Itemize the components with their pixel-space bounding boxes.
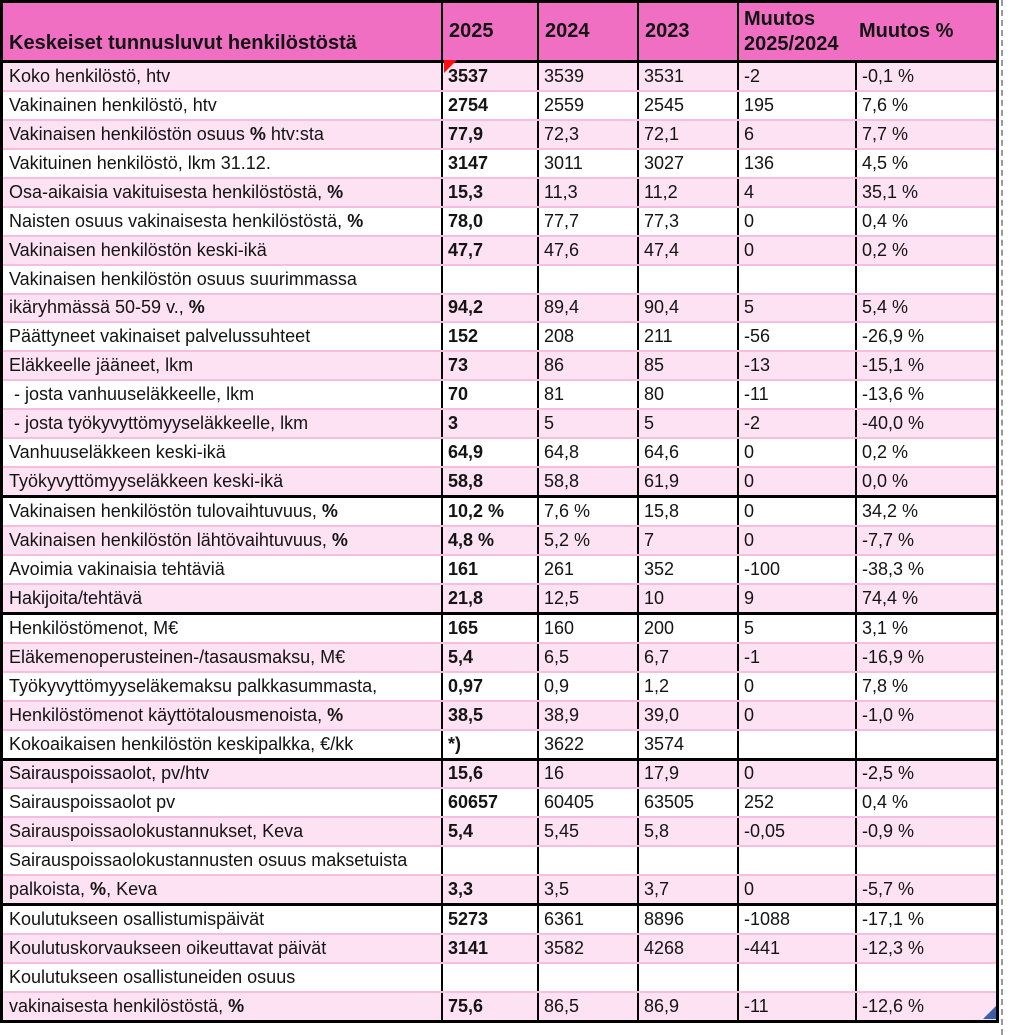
column-header-muutos-line1: Muutos: [744, 7, 816, 30]
value-cell-muutos-pct[interactable]: -26,9 %: [855, 323, 996, 350]
column-header-2024[interactable]: 2024: [537, 3, 637, 60]
table-row: [3, 903, 996, 933]
value-cell-muutos-pct[interactable]: 34,2 %: [855, 498, 996, 525]
row-label-cell[interactable]: Koko henkilöstö, htv: [9, 65, 171, 86]
value-cell-muutos[interactable]: [737, 266, 855, 293]
value-cell-2023[interactable]: 7: [637, 527, 737, 554]
value-cell-2023[interactable]: 211: [637, 323, 737, 350]
value-cell-2025[interactable]: 2754: [441, 92, 537, 119]
row-label-cell[interactable]: Naisten osuus vakinaisesta henkilöstöstä, %: [9, 210, 364, 231]
value-cell-2025[interactable]: 58,8: [441, 468, 537, 495]
value-cell-muutos-pct[interactable]: -12,6 %: [855, 993, 996, 1020]
value-cell-2024[interactable]: 160: [537, 615, 637, 642]
table-row: [3, 321, 996, 350]
value-cell-2024[interactable]: 72,3: [537, 121, 637, 148]
table-row: [3, 119, 996, 148]
value-cell-muutos-pct[interactable]: 0,0 %: [855, 468, 996, 495]
value-cell-muutos-pct[interactable]: -38,3 %: [855, 556, 996, 583]
value-cell-2023[interactable]: 17,9: [637, 761, 737, 788]
value-cell-muutos[interactable]: 0: [737, 673, 855, 700]
value-cell-2025[interactable]: [441, 964, 537, 991]
table-row: [3, 350, 996, 379]
value-cell-2025[interactable]: 70: [441, 381, 537, 408]
column-header-2023[interactable]: 2023: [637, 3, 737, 60]
row-label-cell[interactable]: Päättyneet vakinaiset palvelussuhteet: [9, 326, 311, 347]
value-cell-muutos-pct[interactable]: 0,4 %: [855, 208, 996, 235]
value-cell-2025[interactable]: [441, 266, 537, 293]
page-break-dashed-line: [1001, 0, 1003, 1035]
value-cell-muutos[interactable]: -11: [737, 381, 855, 408]
table-row: [3, 206, 996, 235]
value-cell-2024[interactable]: 47,6: [537, 237, 637, 264]
value-cell-2025[interactable]: 3,3: [441, 876, 537, 903]
value-cell-2025[interactable]: 161: [441, 556, 537, 583]
value-cell-muutos[interactable]: 0: [737, 439, 855, 466]
row-label-cell[interactable]: Sairauspoissaolot pv: [9, 792, 176, 813]
table-row: [3, 845, 996, 874]
value-cell-2023[interactable]: 63505: [637, 789, 737, 816]
row-label-cell[interactable]: Koulutuskorvaukseen oikeuttavat päivät: [9, 938, 327, 959]
value-cell-2025[interactable]: 47,7: [441, 237, 537, 264]
value-cell-2025[interactable]: 64,9: [441, 439, 537, 466]
value-cell-2023[interactable]: 39,0: [637, 702, 737, 729]
table-row: [3, 60, 996, 90]
row-label-cell[interactable]: Vakinainen henkilöstö, htv: [9, 94, 217, 115]
value-cell-muutos-pct[interactable]: 0,2 %: [855, 237, 996, 264]
value-cell-2023[interactable]: 85: [637, 352, 737, 379]
value-cell-2023[interactable]: 3,7: [637, 876, 737, 903]
value-cell-muutos-pct[interactable]: 35,1 %: [855, 179, 996, 206]
value-cell-muutos[interactable]: -100: [737, 556, 855, 583]
value-cell-muutos[interactable]: -0,05: [737, 818, 855, 845]
value-cell-2023[interactable]: 86,9: [637, 993, 737, 1020]
value-cell-muutos[interactable]: 6: [737, 121, 855, 148]
value-cell-2025[interactable]: 5,4: [441, 818, 537, 845]
value-cell-2024[interactable]: 89,4: [537, 295, 637, 322]
row-label-cell[interactable]: Vakinaisen henkilöstön keski-ikä: [9, 239, 267, 260]
row-label-cell[interactable]: - josta työkyvyttömyyseläkkeelle, lkm: [9, 413, 309, 434]
value-cell-2024[interactable]: 3539: [537, 63, 637, 90]
value-cell-muutos-pct[interactable]: -16,9 %: [855, 644, 996, 671]
table-row: [3, 758, 996, 788]
value-cell-2023[interactable]: [637, 266, 737, 293]
table-row: [3, 525, 996, 554]
column-header-muutos[interactable]: [737, 3, 855, 60]
value-cell-2025[interactable]: *): [441, 731, 537, 758]
value-cell-muutos[interactable]: -1088: [737, 906, 855, 933]
row-label-cell[interactable]: Kokoaikaisen henkilöstön keskipalkka, €/kk: [9, 733, 354, 754]
row-label-cell[interactable]: Eläkemenoperusteinen-/tasausmaksu, M€: [9, 646, 346, 667]
row-label-cell[interactable]: Hakijoita/tehtävä: [9, 587, 143, 608]
cell-comment-marker-icon: [444, 60, 457, 73]
column-header-2025[interactable]: 2025: [441, 3, 537, 60]
row-label-cell[interactable]: Sairauspoissaolokustannukset, Keva: [9, 821, 304, 842]
table-row: [3, 148, 996, 177]
row-label-cell[interactable]: - josta vanhuuseläkkeelle, lkm: [9, 384, 255, 405]
value-cell-2025[interactable]: 10,2 %: [441, 498, 537, 525]
row-label-cell[interactable]: Vakituinen henkilöstö, lkm 31.12.: [9, 152, 271, 173]
table-row: [3, 177, 996, 206]
table-body: [3, 60, 996, 1020]
value-cell-2023[interactable]: [637, 847, 737, 874]
value-cell-2024[interactable]: 12,5: [537, 585, 637, 612]
value-cell-2024[interactable]: 3582: [537, 935, 637, 962]
value-cell-muutos-pct[interactable]: 74,4 %: [855, 585, 996, 612]
value-cell-2025[interactable]: 3537: [441, 63, 537, 90]
value-cell-muutos[interactable]: 0: [737, 498, 855, 525]
table-row: [3, 700, 996, 729]
row-label-cell[interactable]: Sairauspoissaolot, pv/htv: [9, 763, 210, 784]
value-cell-muutos[interactable]: 5: [737, 615, 855, 642]
value-cell-2023[interactable]: 61,9: [637, 468, 737, 495]
value-cell-2024[interactable]: 11,3: [537, 179, 637, 206]
value-cell-2023[interactable]: 5: [637, 410, 737, 437]
value-cell-2023[interactable]: 80: [637, 381, 737, 408]
value-cell-2024[interactable]: 77,7: [537, 208, 637, 235]
table-row: [3, 933, 996, 962]
row-label-cell[interactable]: Työkyvyttömyyseläkkeen keski-ikä: [9, 471, 284, 492]
value-cell-2023[interactable]: 72,1: [637, 121, 737, 148]
table-row: [3, 816, 996, 845]
value-cell-2025[interactable]: 4,8 %: [441, 527, 537, 554]
value-cell-muutos[interactable]: 0: [737, 208, 855, 235]
value-cell-muutos[interactable]: -1: [737, 644, 855, 671]
value-cell-2025[interactable]: 38,5: [441, 702, 537, 729]
value-cell-2025[interactable]: 75,6: [441, 993, 537, 1020]
value-cell-muutos-pct[interactable]: 3,1 %: [855, 615, 996, 642]
row-label-cell[interactable]: Vakinaisen henkilöstön osuus suurimmassa: [9, 268, 357, 289]
table-row: [3, 495, 996, 525]
value-cell-muutos-pct[interactable]: 7,8 %: [855, 673, 996, 700]
value-cell-2024[interactable]: 208: [537, 323, 637, 350]
value-cell-muutos-pct[interactable]: 0,2 %: [855, 439, 996, 466]
value-cell-2023[interactable]: 47,4: [637, 237, 737, 264]
value-cell-muutos-pct[interactable]: -2,5 %: [855, 761, 996, 788]
value-cell-2023[interactable]: 3574: [637, 731, 737, 758]
table-row: [3, 408, 996, 437]
value-cell-2025[interactable]: 3141: [441, 935, 537, 962]
row-label-cell[interactable]: Vakinaisen henkilöstön lähtövaihtuvuus, %: [9, 529, 348, 550]
value-cell-2023[interactable]: 90,4: [637, 295, 737, 322]
row-label-cell[interactable]: Avoimia vakinaisia tehtäviä: [9, 558, 225, 579]
value-cell-muutos[interactable]: -2: [737, 63, 855, 90]
value-cell-2024[interactable]: 16: [537, 761, 637, 788]
value-cell-muutos[interactable]: 0: [737, 468, 855, 495]
value-cell-2024[interactable]: 2559: [537, 92, 637, 119]
row-label-cell[interactable]: Vakinaisen henkilöstön osuus % htv:sta: [9, 123, 324, 144]
value-cell-muutos[interactable]: 4: [737, 179, 855, 206]
value-cell-muutos-pct[interactable]: -13,6 %: [855, 381, 996, 408]
value-cell-muutos-pct[interactable]: -1,0 %: [855, 702, 996, 729]
value-cell-muutos-pct[interactable]: 7,7 %: [855, 121, 996, 148]
value-cell-muutos-pct[interactable]: 0,4 %: [855, 789, 996, 816]
value-cell-2024[interactable]: [537, 847, 637, 874]
value-cell-muutos[interactable]: 0: [737, 761, 855, 788]
table-row: [3, 991, 996, 1020]
value-cell-2023[interactable]: 3027: [637, 150, 737, 177]
value-cell-muutos-pct[interactable]: 5,4 %: [855, 295, 996, 322]
table-row: [3, 671, 996, 700]
value-cell-muutos[interactable]: -441: [737, 935, 855, 962]
value-cell-2025[interactable]: [441, 847, 537, 874]
table-row: [3, 583, 996, 612]
value-cell-2023[interactable]: 352: [637, 556, 737, 583]
value-cell-muutos-pct[interactable]: [855, 964, 996, 991]
value-cell-muutos-pct[interactable]: [855, 847, 996, 874]
table-row: [3, 729, 996, 758]
value-cell-2024[interactable]: 81: [537, 381, 637, 408]
value-cell-muutos-pct[interactable]: -40,0 %: [855, 410, 996, 437]
value-cell-2023[interactable]: 1,2: [637, 673, 737, 700]
value-cell-muutos[interactable]: 9: [737, 585, 855, 612]
value-cell-2023[interactable]: 6,7: [637, 644, 737, 671]
value-cell-muutos-pct[interactable]: 4,5 %: [855, 150, 996, 177]
value-cell-muutos[interactable]: [737, 847, 855, 874]
value-cell-2025[interactable]: 15,3: [441, 179, 537, 206]
value-cell-2025[interactable]: 152: [441, 323, 537, 350]
value-cell-2024[interactable]: 261: [537, 556, 637, 583]
value-cell-muutos-pct[interactable]: -5,7 %: [855, 876, 996, 903]
value-cell-2024[interactable]: 3,5: [537, 876, 637, 903]
value-cell-2025[interactable]: 77,9: [441, 121, 537, 148]
value-cell-muutos[interactable]: 0: [737, 527, 855, 554]
table-row: [3, 787, 996, 816]
value-cell-2024[interactable]: [537, 266, 637, 293]
value-cell-muutos-pct[interactable]: 7,6 %: [855, 92, 996, 119]
value-cell-2025[interactable]: 73: [441, 352, 537, 379]
row-label-cell[interactable]: Työkyvyttömyyseläkemaksu palkkasummasta,: [9, 675, 378, 696]
table-row: [3, 466, 996, 495]
value-cell-2023[interactable]: 3531: [637, 63, 737, 90]
table-row: [3, 642, 996, 671]
value-cell-2023[interactable]: 15,8: [637, 498, 737, 525]
value-cell-2025[interactable]: 94,2: [441, 295, 537, 322]
value-cell-2023[interactable]: 10: [637, 585, 737, 612]
value-cell-muutos[interactable]: 0: [737, 237, 855, 264]
table-row: [3, 235, 996, 264]
value-cell-2024[interactable]: 5,45: [537, 818, 637, 845]
value-cell-2023[interactable]: 200: [637, 615, 737, 642]
value-cell-muutos-pct[interactable]: -0,1 %: [855, 63, 996, 90]
table-header-row: [3, 3, 996, 60]
table-row: [3, 437, 996, 466]
value-cell-2025[interactable]: 78,0: [441, 208, 537, 235]
value-cell-2024[interactable]: 64,8: [537, 439, 637, 466]
value-cell-muutos[interactable]: 0: [737, 876, 855, 903]
column-header-muutos-line2: 2025/2024: [744, 32, 839, 55]
value-cell-muutos-pct[interactable]: -15,1 %: [855, 352, 996, 379]
table-row: [3, 293, 996, 322]
row-label-cell[interactable]: vakinaisesta henkilöstöstä, %: [9, 995, 245, 1016]
row-label-cell[interactable]: Eläkkeelle jääneet, lkm: [9, 355, 194, 376]
table-row: [3, 90, 996, 119]
value-cell-2025[interactable]: 3: [441, 410, 537, 437]
value-cell-2023[interactable]: 4268: [637, 935, 737, 962]
value-cell-muutos-pct[interactable]: [855, 731, 996, 758]
value-cell-muutos-pct[interactable]: -7,7 %: [855, 527, 996, 554]
value-cell-2024[interactable]: 86,5: [537, 993, 637, 1020]
value-cell-muutos[interactable]: 0: [737, 702, 855, 729]
row-label-cell[interactable]: Vanhuuseläkkeen keski-ikä: [9, 442, 226, 463]
value-cell-muutos[interactable]: -11: [737, 993, 855, 1020]
value-cell-muutos[interactable]: -2: [737, 410, 855, 437]
value-cell-muutos[interactable]: 136: [737, 150, 855, 177]
row-label-cell[interactable]: Koulutukseen osallistumispäivät: [9, 909, 265, 930]
value-cell-2024[interactable]: 38,9: [537, 702, 637, 729]
value-cell-2025[interactable]: 0,97: [441, 673, 537, 700]
value-cell-muutos[interactable]: -56: [737, 323, 855, 350]
value-cell-2024[interactable]: 5: [537, 410, 637, 437]
value-cell-muutos-pct[interactable]: -12,3 %: [855, 935, 996, 962]
value-cell-2023[interactable]: 8896: [637, 906, 737, 933]
selection-fill-handle-icon[interactable]: [983, 1006, 996, 1019]
value-cell-2023[interactable]: 11,2: [637, 179, 737, 206]
value-cell-muutos-pct[interactable]: -17,1 %: [855, 906, 996, 933]
value-cell-2023[interactable]: [637, 964, 737, 991]
value-cell-2024[interactable]: 86: [537, 352, 637, 379]
value-cell-2024[interactable]: 3011: [537, 150, 637, 177]
row-label-cell[interactable]: Henkilöstömenot, M€: [9, 617, 179, 638]
value-cell-2024[interactable]: 6361: [537, 906, 637, 933]
value-cell-2023[interactable]: 77,3: [637, 208, 737, 235]
value-cell-2025[interactable]: 60657: [441, 789, 537, 816]
value-cell-muutos[interactable]: 252: [737, 789, 855, 816]
value-cell-2024[interactable]: 6,5: [537, 644, 637, 671]
value-cell-muutos[interactable]: [737, 731, 855, 758]
table-row: [3, 962, 996, 991]
value-cell-2025[interactable]: 15,6: [441, 761, 537, 788]
value-cell-2024[interactable]: 60405: [537, 789, 637, 816]
value-cell-2024[interactable]: 7,6 %: [537, 498, 637, 525]
value-cell-muutos[interactable]: [737, 964, 855, 991]
row-label-cell[interactable]: Sairauspoissaolokustannusten osuus maksetuista: [9, 850, 408, 871]
value-cell-muutos[interactable]: 5: [737, 295, 855, 322]
row-label-cell[interactable]: Vakinaisen henkilöstön tulovaihtuvuus, %: [9, 501, 338, 522]
value-cell-muutos[interactable]: -13: [737, 352, 855, 379]
table-row: [3, 874, 996, 903]
table-row: [3, 264, 996, 293]
table-row: [3, 379, 996, 408]
value-cell-2025[interactable]: 21,8: [441, 585, 537, 612]
value-cell-muutos[interactable]: 195: [737, 92, 855, 119]
value-cell-2023[interactable]: 5,8: [637, 818, 737, 845]
value-cell-muutos-pct[interactable]: -0,9 %: [855, 818, 996, 845]
row-label-cell[interactable]: Koulutukseen osallistuneiden osuus: [9, 967, 296, 988]
value-cell-2025[interactable]: 5,4: [441, 644, 537, 671]
row-label-cell[interactable]: palkoista, % , Keva: [9, 879, 158, 900]
value-cell-2023[interactable]: 64,6: [637, 439, 737, 466]
table-row: [3, 612, 996, 642]
table-row: [3, 554, 996, 583]
value-cell-2024[interactable]: 0,9: [537, 673, 637, 700]
value-cell-muutos-pct[interactable]: [855, 266, 996, 293]
row-label-cell[interactable]: Osa-aikaisia vakituisesta henkilöstöstä, %: [9, 181, 344, 202]
column-header-muutos-pct[interactable]: Muutos %: [859, 20, 954, 42]
value-cell-2025[interactable]: 5273: [441, 906, 537, 933]
row-label-cell[interactable]: Henkilöstömenot käyttötalousmenoista, %: [9, 704, 344, 725]
row-label-cell[interactable]: ikäryhmässä 50-59 v., %: [9, 297, 205, 318]
table-title[interactable]: Keskeiset tunnusluvut henkilöstöstä: [9, 32, 357, 54]
value-cell-2024[interactable]: [537, 964, 637, 991]
value-cell-2024[interactable]: 58,8: [537, 468, 637, 495]
value-cell-2025[interactable]: 3147: [441, 150, 537, 177]
value-cell-2025[interactable]: 165: [441, 615, 537, 642]
value-cell-2024[interactable]: 5,2 %: [537, 527, 637, 554]
value-cell-2023[interactable]: 2545: [637, 92, 737, 119]
value-cell-2024[interactable]: 3622: [537, 731, 637, 758]
